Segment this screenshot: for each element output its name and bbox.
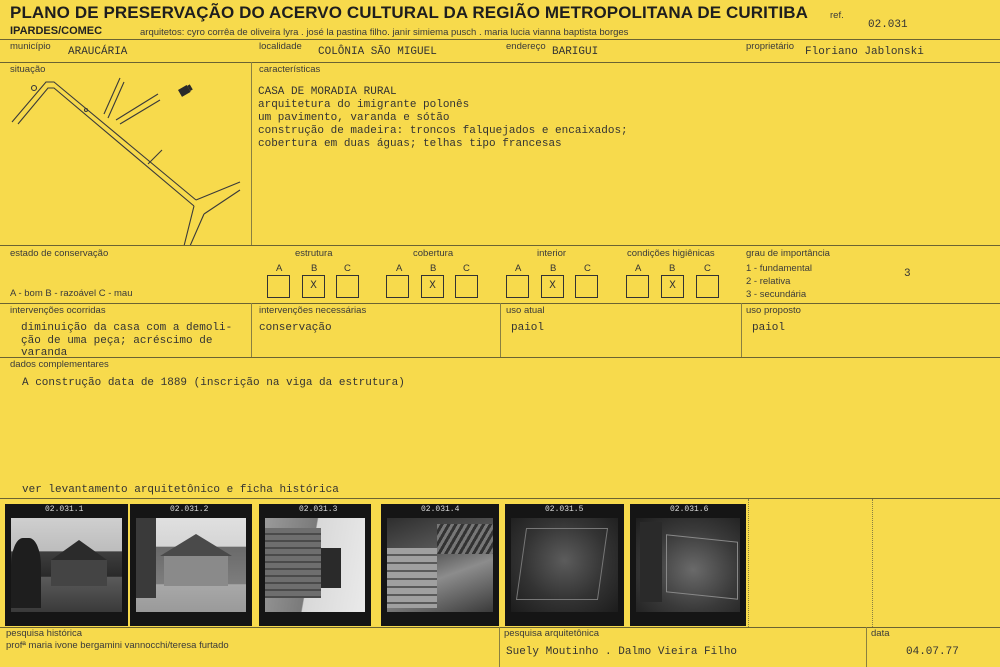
caracteristicas-label: características bbox=[259, 64, 321, 75]
ocorridas-line: ção de uma peça; acréscimo de bbox=[21, 335, 213, 347]
dados-label: dados complementares bbox=[10, 359, 109, 370]
divider bbox=[0, 357, 1000, 358]
importancia-label: grau de importância bbox=[746, 248, 830, 259]
importancia-option: 2 - relativa bbox=[746, 276, 791, 287]
necessarias-label: intervenções necessárias bbox=[259, 305, 367, 316]
photo-4[interactable] bbox=[381, 504, 499, 626]
dados-note: ver levantamento arquitetônico e ficha histórica bbox=[22, 484, 339, 496]
uso-atual-value: paiol bbox=[511, 322, 545, 334]
divider bbox=[741, 303, 742, 357]
divider bbox=[0, 39, 1000, 40]
checkbox-cobertura-b[interactable]: X bbox=[421, 275, 444, 298]
checkbox-higiene-a[interactable] bbox=[626, 275, 649, 298]
divider bbox=[0, 245, 1000, 246]
uso-atual-label: uso atual bbox=[506, 305, 545, 316]
ref-label: ref. bbox=[830, 10, 844, 21]
photo-3[interactable] bbox=[259, 504, 371, 626]
caracteristicas-text bbox=[258, 86, 628, 151]
uso-proposto-value: paiol bbox=[752, 322, 786, 334]
photo-image bbox=[636, 518, 740, 612]
endereco-value: BARIGUI bbox=[552, 46, 599, 58]
photo-image bbox=[136, 518, 246, 612]
conservacao-label: estado de conservação bbox=[10, 248, 109, 259]
divider bbox=[0, 62, 1000, 63]
checkbox-interior-c[interactable] bbox=[575, 275, 598, 298]
divider bbox=[499, 627, 500, 667]
necessarias-value: conservação bbox=[259, 322, 332, 334]
group-label-estrutura: estrutura bbox=[295, 248, 333, 259]
abc-label: A bbox=[276, 263, 283, 274]
importancia-option: 3 - secundária bbox=[746, 289, 807, 300]
localidade-label: localidade bbox=[259, 41, 302, 52]
municipio-label: município bbox=[10, 41, 51, 52]
localidade-value: COLÔNIA SÃO MIGUEL bbox=[318, 46, 437, 58]
checkbox-interior-a[interactable] bbox=[506, 275, 529, 298]
historica-label: pesquisa histórica bbox=[6, 628, 83, 639]
abc-label: C bbox=[463, 263, 470, 274]
photo-code: 02.031.4 bbox=[421, 505, 460, 514]
divider bbox=[748, 499, 749, 627]
group-label-higiene: condições higiênicas bbox=[627, 248, 715, 259]
abc-label: C bbox=[584, 263, 591, 274]
photo-code: 02.031.6 bbox=[670, 505, 709, 514]
divider bbox=[0, 627, 1000, 628]
caracteristica-line: cobertura em duas águas; telhas tipo francesas bbox=[258, 138, 562, 150]
caracteristica-line: arquitetura do imigrante polonês bbox=[258, 99, 470, 111]
photo-5[interactable] bbox=[505, 504, 624, 626]
situation-map bbox=[8, 74, 248, 246]
divider bbox=[251, 62, 252, 245]
checkbox-cobertura-c[interactable] bbox=[455, 275, 478, 298]
photo-image bbox=[265, 518, 365, 612]
photo-code: 02.031.2 bbox=[170, 505, 209, 514]
divider bbox=[872, 499, 873, 627]
abc-label: A bbox=[515, 263, 522, 274]
abc-label: C bbox=[704, 263, 711, 274]
proprietario-value: Floriano Jablonski bbox=[805, 46, 924, 58]
dados-text: A construção data de 1889 (inscrição na viga da estrutura) bbox=[22, 377, 405, 389]
group-label-cobertura: cobertura bbox=[413, 248, 454, 259]
org-name: IPARDES/COMEC bbox=[10, 25, 103, 37]
caracteristica-line: um pavimento, varanda e sótão bbox=[258, 112, 450, 124]
checkbox-higiene-c[interactable] bbox=[696, 275, 719, 298]
checkbox-interior-b[interactable]: X bbox=[541, 275, 564, 298]
photo-code: 02.031.1 bbox=[45, 505, 84, 514]
abc-label: C bbox=[344, 263, 351, 274]
checkbox-cobertura-a[interactable] bbox=[386, 275, 409, 298]
abc-label: B bbox=[550, 263, 557, 274]
document-title: PLANO DE PRESERVAÇÃO DO ACERVO CULTURAL DA REGIÃO METROPOLITANA DE CURITIBA bbox=[10, 3, 809, 22]
data-value: 04.07.77 bbox=[906, 646, 959, 658]
ref-value: 02.031 bbox=[868, 19, 908, 31]
importancia-option: 1 - fundamental bbox=[746, 263, 813, 274]
arquitetonica-label: pesquisa arquitetônica bbox=[504, 628, 600, 639]
conservacao-legend: A - bom B - razoável C - mau bbox=[10, 288, 133, 299]
arquitetonica-value: Suely Moutinho . Dalmo Vieira Filho bbox=[506, 646, 738, 658]
abc-label: B bbox=[311, 263, 318, 274]
abc-label: A bbox=[635, 263, 642, 274]
caracteristica-line: CASA DE MORADIA RURAL bbox=[258, 86, 397, 98]
uso-proposto-label: uso proposto bbox=[746, 305, 801, 316]
photo-1[interactable] bbox=[5, 504, 128, 626]
checkbox-estrutura-a[interactable] bbox=[267, 275, 290, 298]
abc-label: B bbox=[669, 263, 676, 274]
photo-code: 02.031.5 bbox=[545, 505, 584, 514]
divider bbox=[0, 498, 1000, 499]
photo-image bbox=[11, 518, 122, 612]
municipio-value: ARAUCÁRIA bbox=[68, 46, 128, 58]
checkbox-estrutura-b[interactable]: X bbox=[302, 275, 325, 298]
group-label-interior: interior bbox=[537, 248, 567, 259]
ocorridas-text bbox=[21, 322, 232, 357]
situacao-label: situação bbox=[10, 64, 46, 75]
architects-line: arquitetos: cyro corrêa de oliveira lyra . josé la pastina filho. janir simiema pusch . maria lucia vianna baptista borges bbox=[140, 27, 629, 38]
ocorridas-label: intervenções ocorridas bbox=[10, 305, 106, 316]
abc-label: A bbox=[396, 263, 403, 274]
ocorridas-line: diminuição da casa com a demoli- bbox=[21, 322, 233, 334]
photo-image bbox=[387, 518, 493, 612]
historica-value: profª maria ivone bergamini vannocchi/teresa furtado bbox=[6, 640, 229, 651]
photo-2[interactable] bbox=[130, 504, 252, 626]
abc-label: B bbox=[430, 263, 437, 274]
divider bbox=[251, 303, 252, 357]
checkbox-higiene-b[interactable]: X bbox=[661, 275, 684, 298]
caracteristica-line: construção de madeira: troncos falquejados e encaixados; bbox=[258, 125, 628, 137]
divider bbox=[500, 303, 501, 357]
photo-code: 02.031.3 bbox=[299, 505, 338, 514]
proprietario-label: proprietário bbox=[746, 41, 795, 52]
photo-6[interactable] bbox=[630, 504, 746, 626]
ocorridas-line: varanda bbox=[21, 348, 68, 357]
divider bbox=[866, 627, 867, 667]
endereco-label: endereço bbox=[506, 41, 546, 52]
importancia-value: 3 bbox=[904, 268, 911, 280]
photo-image bbox=[511, 518, 618, 612]
checkbox-estrutura-c[interactable] bbox=[336, 275, 359, 298]
house-icon bbox=[178, 84, 193, 97]
data-label: data bbox=[871, 628, 890, 639]
